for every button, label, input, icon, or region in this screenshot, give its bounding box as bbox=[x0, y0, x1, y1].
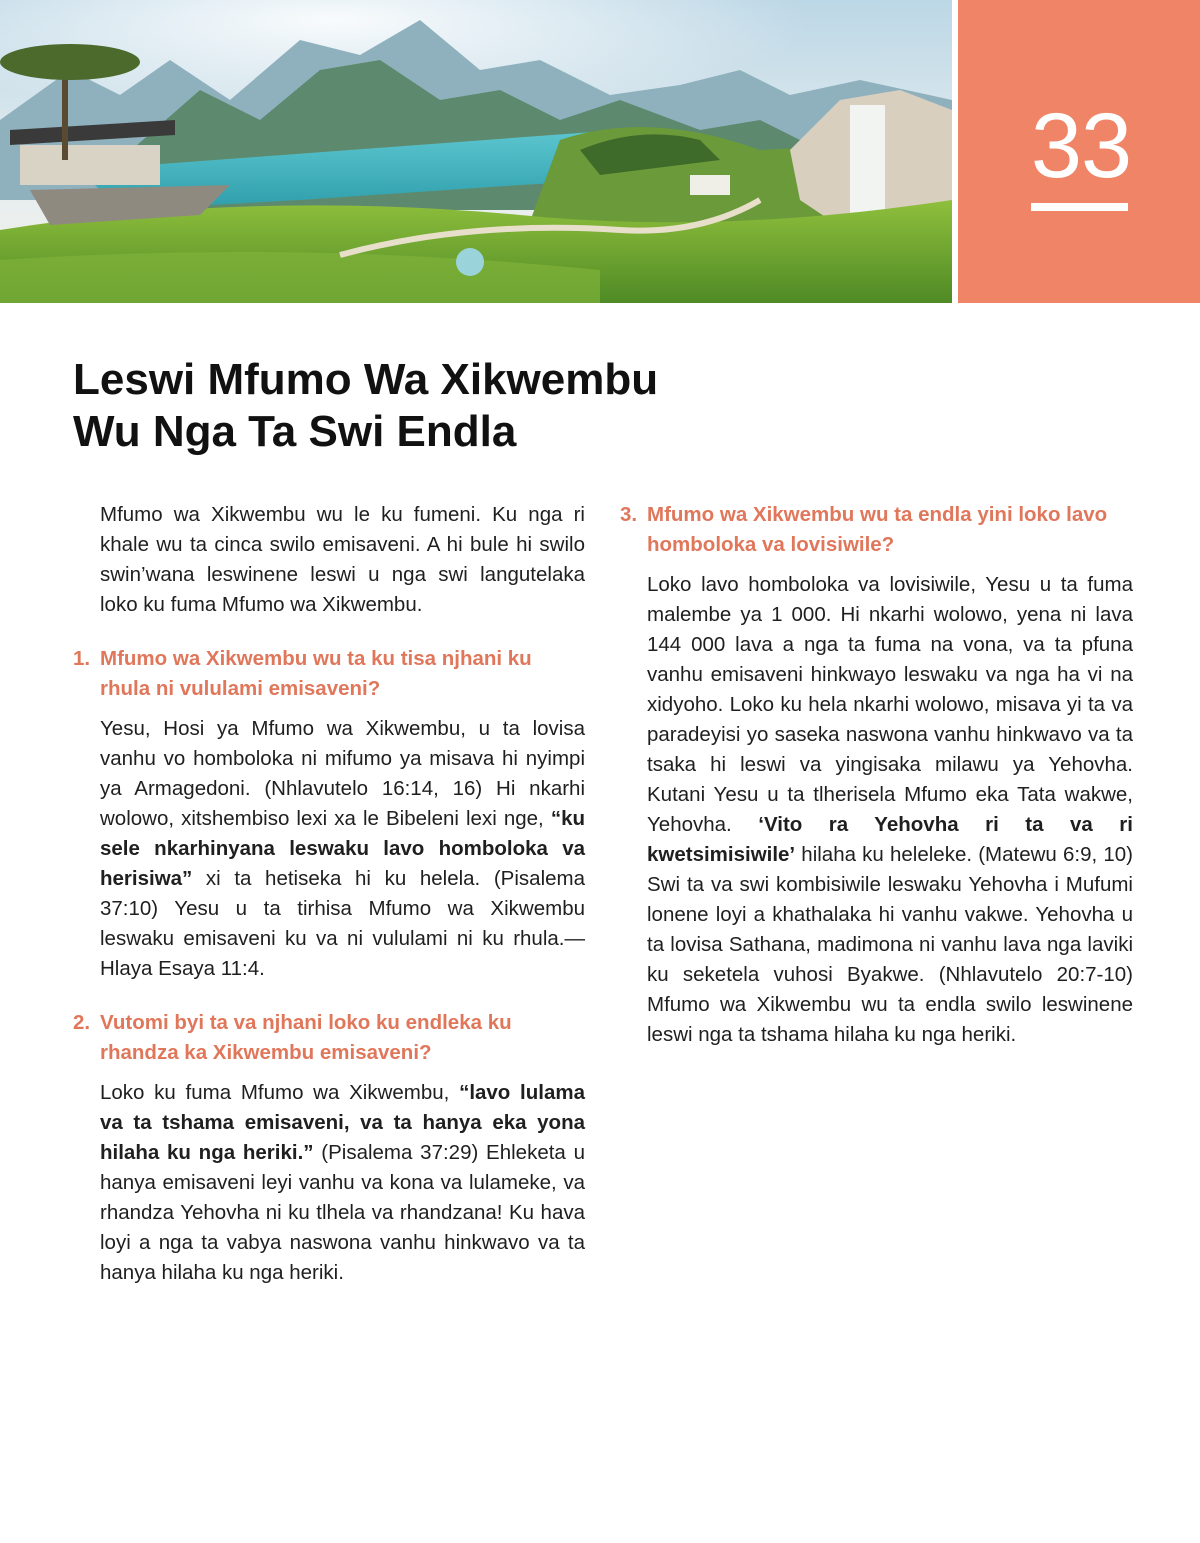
right-column bbox=[620, 500, 1133, 1050]
chapter-number: 33 bbox=[1030, 95, 1132, 197]
left-column bbox=[73, 500, 585, 1288]
intro-paragraph: Mfumo wa Xikwembu wu le ku fumeni. Ku nga ri khale wu ta cinca swilo emisaveni. A hi bule hi swilo swin’wana leswinene leswi u nga swi langutelaka loko ku fuma Mfumo wa Xikwembu. bbox=[100, 503, 585, 616]
answer-2-text-a: Loko ku fuma Mfumo wa Xikwembu, bbox=[100, 1081, 460, 1104]
paradise-landscape-image bbox=[0, 0, 952, 303]
question-2 bbox=[73, 1008, 585, 1068]
question-1-text: Mfumo wa Xikwembu wu ta ku tisa njhani ku rhula ni vululami emisaveni? bbox=[100, 647, 532, 700]
question-1 bbox=[73, 644, 585, 704]
answer-1-text-a: Yesu, Hosi ya Mfumo wa Xikwembu, u ta lovisa vanhu vo homboloka ni mifumo ya misava hi nyimpi ya Armagedoni. (Nhlavutelo 16:14, 16) Hi nkarhi wolowo, xitshembiso lexi xa le Bibeleni lexi nge, bbox=[100, 717, 585, 830]
title-line-2: Wu Nga Ta Swi Endla bbox=[73, 407, 517, 456]
chapter-rule bbox=[1031, 203, 1128, 211]
answer-1-text-b: xi ta hetiseka hi ku helela. (Pisalema 37:10) Yesu u ta tirhisa Mfumo wa Xikwembu leswaku emisaveni ku va ni vululami ni ku rhula.—Hlaya Esaya 11:4. bbox=[100, 867, 585, 980]
hero-illustration bbox=[0, 0, 952, 303]
answer-3-paragraph bbox=[620, 570, 1133, 1050]
answer-3-text-a: Loko lavo homboloka va lovisiwile, Yesu u ta fuma malembe ya 1 000. Hi nkarhi wolowo, yena ni lava 144 000 lava a nga ta fuma na vona, va ta pfuna vanhu emisaveni hinkwayo leswaku va nga ha vi na xidyoho. Loko ku hela nkarhi wolowo, misava yi ta va paradeyisi yo saseka naswona vanhu hinkwavo va ta tsaka hi leswi va yingisaka milawu ya Yehovha. Kutani Yesu u ta tlherisela Mfumo eka Tata wakwe, Yehovha. bbox=[647, 573, 1133, 836]
answer-2-text-b: (Pisalema 37:29) Ehleketa u hanya emisaveni leyi vanhu va kona va lulameke, va rhandza Yehovha ni ku tlhela va rhandzana! Ku hava loyi a nga ta vabya naswona vanhu hinkwavo va ta hanya hilaha ku nga heriki. bbox=[100, 1141, 585, 1284]
question-2-number: 2. bbox=[73, 1011, 91, 1034]
question-1-number: 1. bbox=[73, 647, 91, 670]
answer-1-paragraph bbox=[73, 714, 585, 984]
question-3 bbox=[620, 500, 1133, 560]
question-3-number: 3. bbox=[620, 503, 638, 526]
question-2-text: Vutomi byi ta va njhani loko ku endleka ku rhandza ka Xikwembu emisaveni? bbox=[100, 1011, 512, 1064]
answer-2-paragraph bbox=[73, 1078, 585, 1288]
answer-1-bold: “ku sele nkarhinyana leswaku lavo homboloka va herisiwa” bbox=[100, 807, 585, 890]
chapter-badge bbox=[958, 0, 1200, 303]
answer-3-text-b: hilaha ku heleleke. (Matewu 6:9, 10) Swi ta va swi kombisiwile leswaku Yehovha i Mufumi lonene loyi a khathalaka hi vanhu vakwe. Yehovha u ta lovisa Sathana, madimona ni vanhu lava nga laviki ku seketela vuhosi Byakwe. (Nhlavutelo 20:7-10) Mfumo wa Xikwembu wu ta endla swilo leswinene leswi nga ta tshama hilaha ku nga heriki. bbox=[647, 843, 1133, 1046]
answer-2-bold: “lavo lulama va ta tshama emisaveni, va ta hanya eka yona hilaha ku nga heriki.” bbox=[100, 1081, 585, 1164]
lesson-title bbox=[73, 354, 833, 458]
question-3-text: Mfumo wa Xikwembu wu ta endla yini loko lavo homboloka va lovisiwile? bbox=[647, 503, 1108, 556]
title-line-1: Leswi Mfumo Wa Xikwembu bbox=[73, 355, 659, 404]
answer-3-bold: ‘Vito ra Yehovha ri ta va ri kwetsimisiwile’ bbox=[647, 813, 1133, 866]
